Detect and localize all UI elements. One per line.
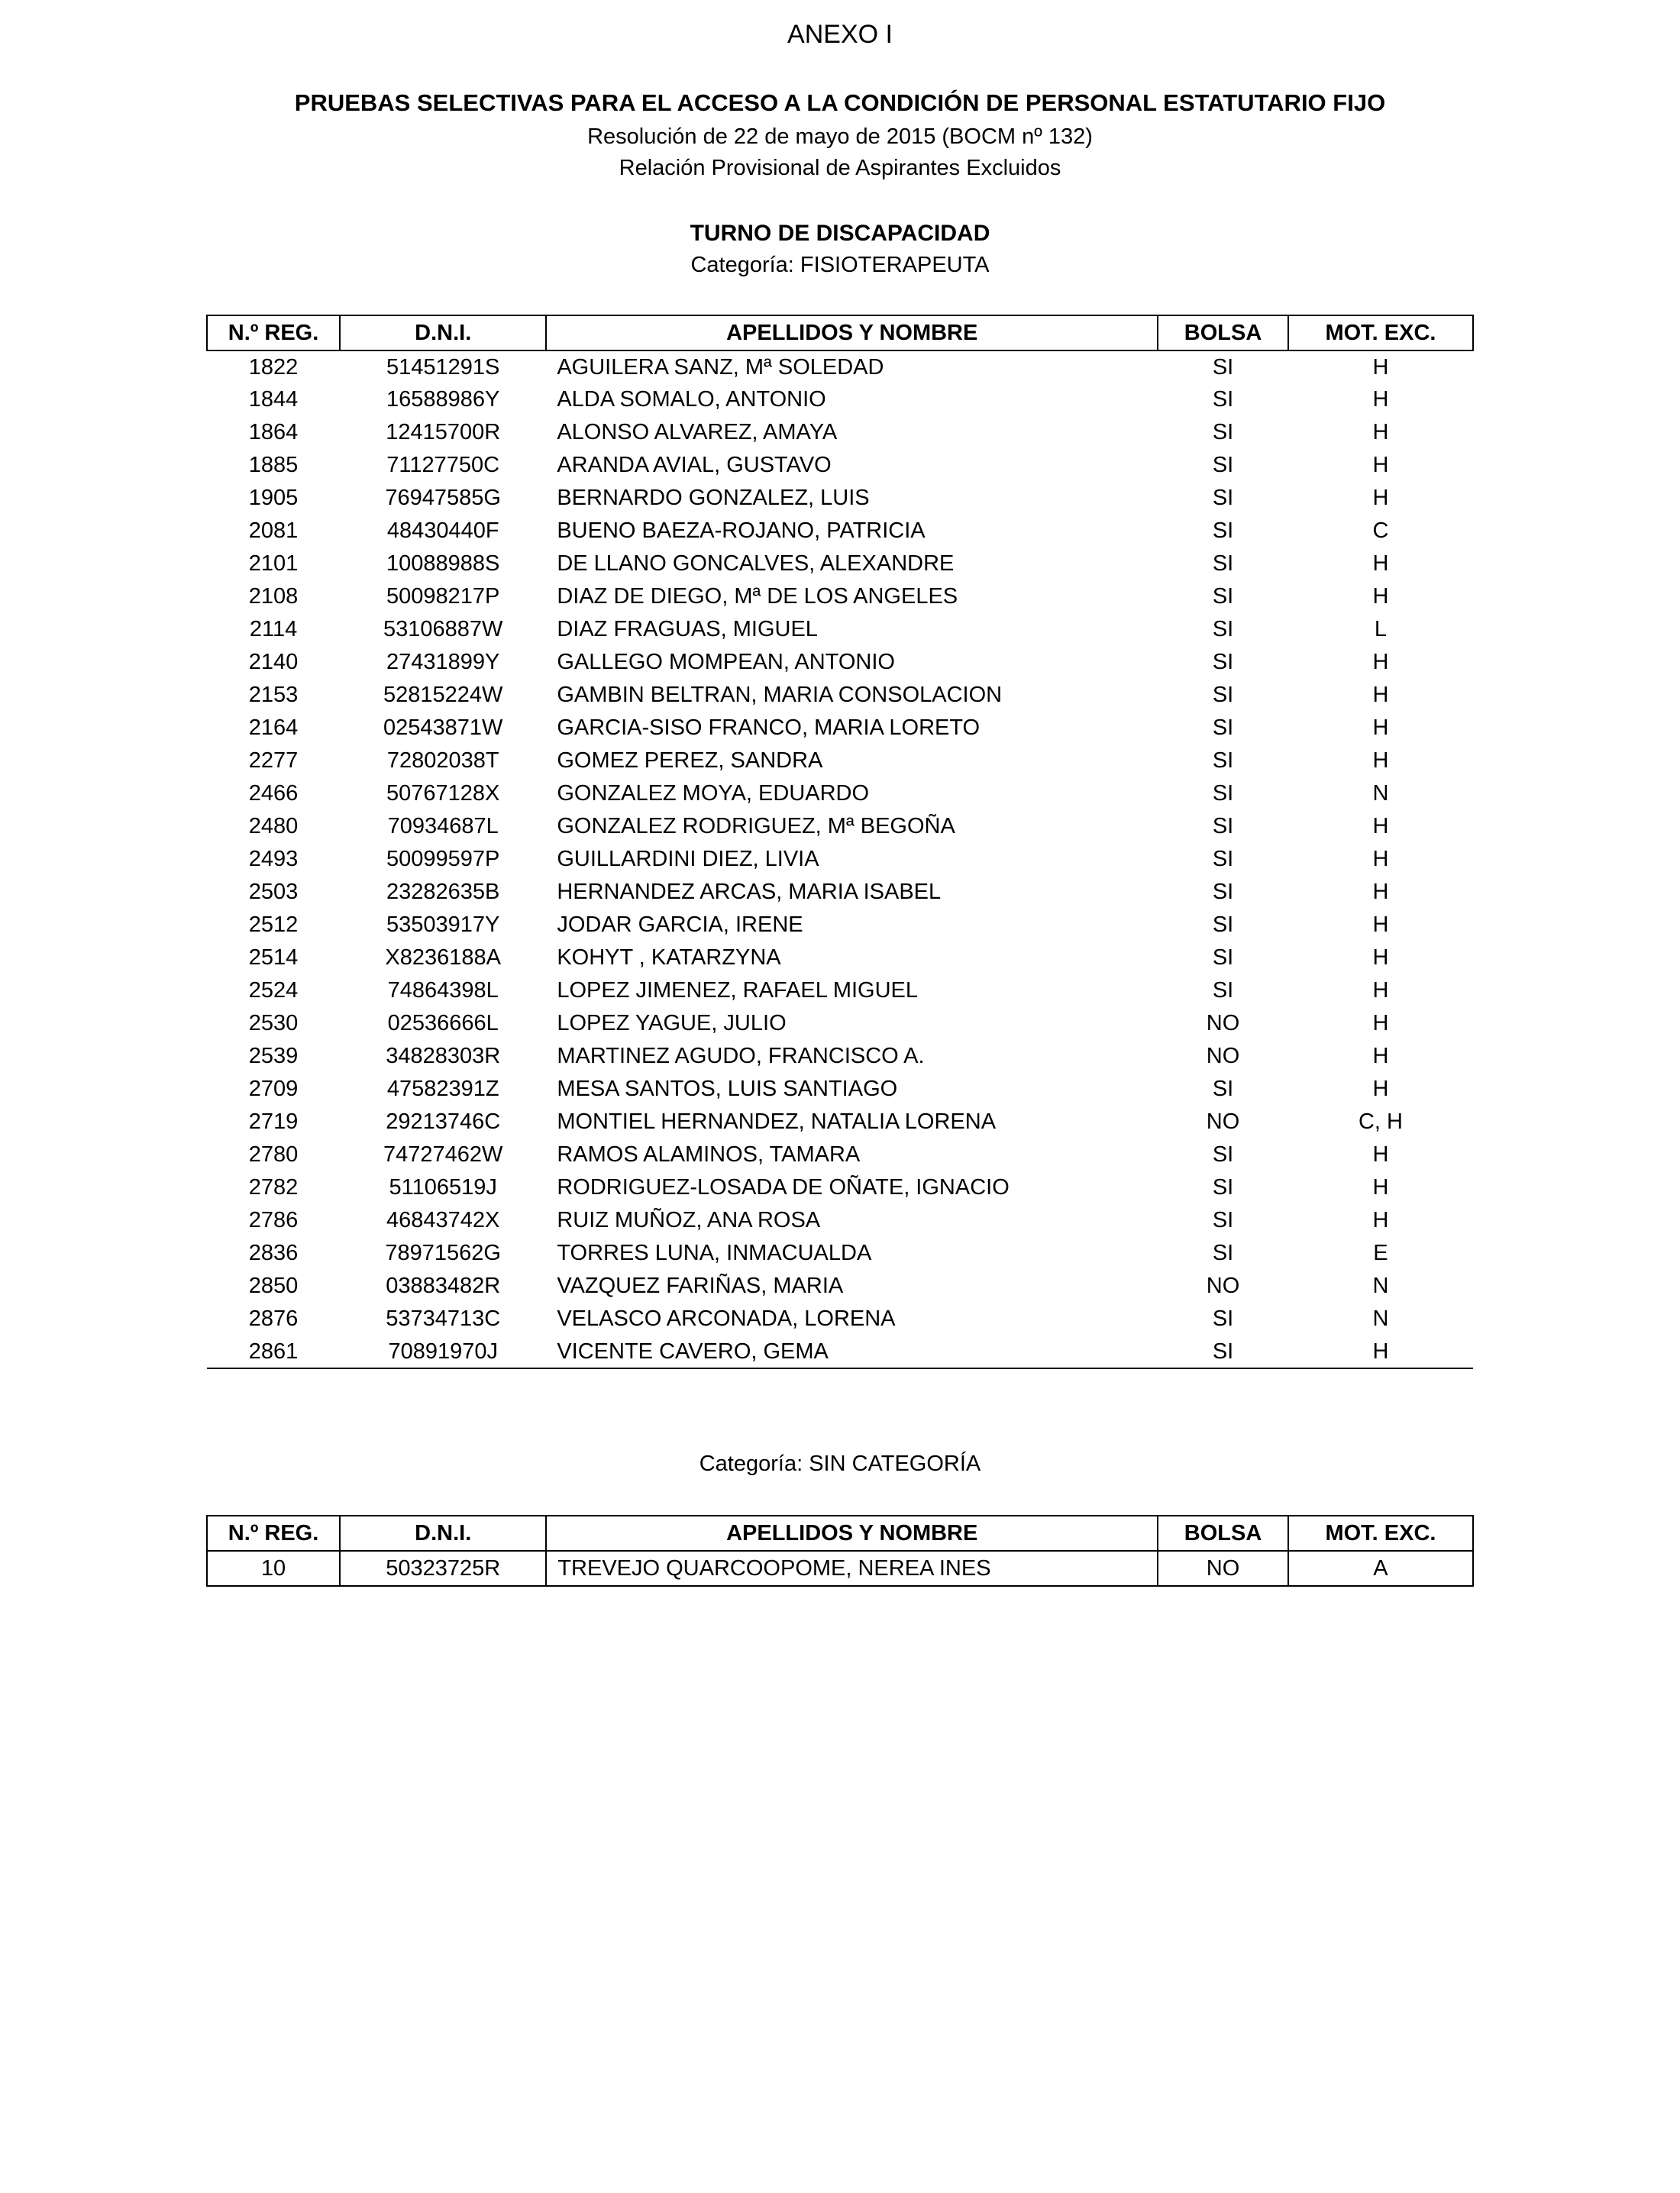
column-header-dni: D.N.I. [340,1516,546,1551]
cell-bolsa: SI [1212,354,1234,379]
cell-reg: 2114 [249,617,298,641]
cell-reg: 2512 [248,912,299,937]
cell-motexc: H [1372,387,1389,412]
cell-motexc: H [1372,1175,1389,1200]
cell-dni: 34828303R [386,1044,501,1068]
cell-name: LOPEZ JIMENEZ, RAFAEL MIGUEL [557,978,919,1003]
table-row [207,941,1473,974]
table-row [207,712,1473,744]
cell-dni: 27431899Y [386,650,500,674]
cell-name: GUILLARDINI DIEZ, LIVIA [557,847,819,871]
cell-motexc: L [1374,617,1388,641]
table-row [207,613,1473,646]
table-row [207,679,1473,712]
cell-dni: 46843742X [386,1208,500,1232]
cell-bolsa: NO [1206,1044,1240,1068]
cell-dni: 51451291S [386,354,500,379]
column-header-dni: D.N.I. [340,315,546,350]
cell-dni: 23282635B [386,880,500,904]
cell-motexc: H [1372,584,1389,609]
table-row [207,1270,1473,1303]
cell-reg: 2836 [248,1241,299,1265]
cell-name: RUIZ MUÑOZ, ANA ROSA [557,1208,821,1232]
table-sin-categoria [206,1515,1474,1587]
table-row [207,350,1473,383]
cell-name: HERNANDEZ ARCAS, MARIA ISABEL [557,880,942,904]
table-row [207,876,1473,909]
cell-bolsa: SI [1212,1306,1234,1331]
cell-dni: 29213746C [386,1109,501,1134]
cell-reg: 2493 [248,847,299,871]
table-row [207,1138,1473,1171]
cell-bolsa: SI [1212,847,1234,871]
cell-motexc: N [1372,1274,1389,1298]
cell-bolsa: SI [1212,486,1234,510]
cell-name: DE LLANO GONCALVES, ALEXANDRE [557,551,955,576]
table-row [207,515,1473,547]
cell-reg: 2780 [248,1142,299,1167]
cell-reg: 1864 [248,420,299,444]
cell-dni: 03883482R [386,1274,501,1298]
cell-name: ARANDA AVIAL, GUSTAVO [557,453,832,477]
cell-reg: 2861 [248,1339,299,1364]
cell-bolsa: SI [1212,1142,1234,1167]
cell-reg: 2514 [248,945,299,970]
cell-reg: 10 [207,1551,340,1586]
cell-dni: 02536666L [387,1011,499,1035]
cell-reg: 2850 [248,1274,299,1298]
cell-motexc: C [1372,518,1389,543]
cell-motexc: H [1372,354,1389,379]
table-row [207,383,1473,416]
cell-bolsa: SI [1212,551,1234,576]
cell-motexc: N [1372,1306,1389,1331]
column-header-motexc: MOT. EXC. [1288,1516,1473,1551]
section-title: TURNO DE DISCAPACIDAD [690,221,990,246]
cell-name: AGUILERA SANZ, Mª SOLEDAD [557,354,884,379]
cell-bolsa: SI [1212,1175,1234,1200]
cell-name: GONZALEZ RODRIGUEZ, Mª BEGOÑA [557,814,955,838]
cell-name: VELASCO ARCONADA, LORENA [557,1306,896,1331]
cell-dni: 70934687L [387,814,499,838]
cell-bolsa: SI [1212,683,1234,707]
table-fisioterapeuta-wrapper [206,315,1474,1369]
cell-dni: 48430440F [386,518,499,543]
cell-dni: 71127750C [386,453,500,477]
cell-dni: 72802038T [386,748,499,773]
cell-reg: 2503 [248,880,299,904]
cell-motexc: H [1372,978,1389,1003]
cell-name: GOMEZ PEREZ, SANDRA [557,748,823,773]
cell-reg: 2108 [248,584,299,609]
cell-bolsa: SI [1212,1241,1234,1265]
cell-reg: 2782 [248,1175,299,1200]
cell-reg: 2140 [248,650,299,674]
page-title: ANEXO I [787,20,893,49]
cell-bolsa: SI [1212,814,1234,838]
column-header-name: APELLIDOS Y NOMBRE [546,315,1158,350]
cell-name: TREVEJO QUARCOOPOME, NEREA INES [546,1551,1158,1586]
table-row [207,646,1473,679]
table-row [207,843,1473,876]
cell-reg: 2786 [248,1208,299,1232]
cell-reg: 2719 [248,1109,299,1134]
cell-motexc: H [1372,715,1389,740]
cell-name: GONZALEZ MOYA, EDUARDO [557,781,870,806]
cell-name: VAZQUEZ FARIÑAS, MARIA [557,1274,844,1298]
cell-dni: 52815224W [383,683,503,707]
cell-dni: 12415700R [386,420,501,444]
table-row [207,1237,1473,1270]
table-header-row [207,315,1473,350]
cell-name: LOPEZ YAGUE, JULIO [557,1011,787,1035]
category-sin-categoria: Categoría: SIN CATEGORÍA [699,1452,981,1476]
cell-name: MONTIEL HERNANDEZ, NATALIA LORENA [557,1109,997,1134]
cell-name: ALONSO ALVAREZ, AMAYA [557,420,838,444]
cell-bolsa: SI [1212,912,1234,937]
column-header-reg: N.º REG. [207,1516,340,1551]
cell-dni: 16588986Y [386,387,500,412]
cell-bolsa: NO [1206,1011,1240,1035]
cell-dni: 53734713C [386,1306,501,1331]
cell-name: ALDA SOMALO, ANTONIO [557,387,826,412]
cell-bolsa: SI [1212,453,1234,477]
cell-name: TORRES LUNA, INMACUALDA [557,1241,872,1265]
cell-dni: 51106519J [389,1175,497,1200]
table-row [207,1007,1473,1040]
cell-bolsa: SI [1212,584,1234,609]
cell-name: VICENTE CAVERO, GEMA [557,1339,829,1364]
cell-name: GAMBIN BELTRAN, MARIA CONSOLACION [557,683,1003,707]
cell-reg: 2153 [248,683,299,707]
cell-motexc: H [1372,420,1389,444]
cell-bolsa: SI [1212,1208,1234,1232]
cell-name: BUENO BAEZA-ROJANO, PATRICIA [557,518,926,543]
table-row [207,810,1473,843]
cell-motexc: H [1372,945,1389,970]
cell-bolsa: SI [1212,748,1234,773]
cell-reg: 2480 [248,814,299,838]
cell-bolsa: SI [1212,518,1234,543]
cell-reg: 2876 [248,1306,299,1331]
cell-bolsa: SI [1212,1077,1234,1101]
cell-motexc: H [1372,847,1389,871]
cell-name: GALLEGO MOMPEAN, ANTONIO [557,650,895,674]
column-header-name: APELLIDOS Y NOMBRE [546,1516,1158,1551]
cell-motexc: N [1372,781,1389,806]
table-row [207,1073,1473,1106]
cell-bolsa: NO [1206,1274,1240,1298]
table-row [207,777,1473,810]
cell-motexc: H [1372,650,1389,674]
table-fisioterapeuta [206,315,1474,1369]
category-fisioterapeuta: Categoría: FISIOTERAPEUTA [690,253,990,277]
cell-motexc: H [1372,814,1389,838]
cell-reg: 2101 [248,551,299,576]
column-header-reg: N.º REG. [207,315,340,350]
cell-bolsa: SI [1212,978,1234,1003]
cell-name: DIAZ FRAGUAS, MIGUEL [557,617,818,641]
cell-motexc: H [1372,1044,1389,1068]
cell-dni: 78971562G [385,1241,501,1265]
cell-dni: 50098217P [386,584,500,609]
cell-motexc: H [1372,1208,1389,1232]
cell-motexc: C, H [1358,1109,1403,1134]
cell-reg: 2524 [248,978,299,1003]
cell-name: JODAR GARCIA, IRENE [557,912,803,937]
table-body [207,350,1473,1368]
cell-bolsa: SI [1212,945,1234,970]
table-row [207,1551,1473,1586]
table-row [207,449,1473,482]
cell-name: KOHYT , KATARZYNA [557,945,781,970]
cell-reg: 2530 [248,1011,299,1035]
cell-motexc: H [1372,880,1389,904]
cell-dni: 53106887W [383,617,503,641]
cell-motexc: A [1288,1551,1473,1586]
table-row [207,1303,1473,1336]
cell-name: GARCIA-SISO FRANCO, MARIA LORETO [557,715,981,740]
cell-dni: 50323725R [340,1551,546,1586]
cell-bolsa: SI [1212,617,1234,641]
cell-reg: 2539 [248,1044,299,1068]
cell-motexc: H [1372,1011,1389,1035]
cell-dni: 76947585G [385,486,501,510]
cell-motexc: H [1372,1339,1389,1364]
cell-dni: 10088988S [386,551,500,576]
column-header-bolsa: BOLSA [1158,315,1288,350]
cell-bolsa: SI [1212,880,1234,904]
table-row [207,547,1473,580]
cell-bolsa: SI [1212,1339,1234,1364]
cell-bolsa: SI [1212,781,1234,806]
table-row [207,1336,1473,1368]
cell-reg: 1885 [248,453,299,477]
cell-motexc: H [1372,486,1389,510]
table-row [207,909,1473,941]
relation-line: Relación Provisional de Aspirantes Excluidos [619,156,1061,180]
table-row [207,744,1473,777]
cell-dni: 50767128X [386,781,500,806]
table-row [207,974,1473,1007]
cell-dni: 50099597P [386,847,500,871]
table-row [207,482,1473,515]
table-header-row [207,1516,1473,1551]
table-row [207,1106,1473,1138]
cell-motexc: H [1372,748,1389,773]
main-heading: PRUEBAS SELECTIVAS PARA EL ACCESO A LA CONDICIÓN DE PERSONAL ESTATUTARIO FIJO [294,89,1386,116]
cell-reg: 2277 [248,748,299,773]
cell-name: BERNARDO GONZALEZ, LUIS [557,486,870,510]
cell-name: RODRIGUEZ-LOSADA DE OÑATE, IGNACIO [557,1175,1010,1200]
cell-bolsa: SI [1212,650,1234,674]
cell-dni: 02543871W [383,715,503,740]
cell-motexc: H [1372,551,1389,576]
column-header-motexc: MOT. EXC. [1288,315,1473,350]
cell-motexc: E [1373,1241,1388,1265]
cell-dni: 74727462W [383,1142,503,1167]
cell-reg: 2466 [248,781,299,806]
cell-bolsa: NO [1206,1109,1240,1134]
cell-bolsa: SI [1212,715,1234,740]
cell-name: MESA SANTOS, LUIS SANTIAGO [557,1077,898,1101]
cell-bolsa: SI [1212,387,1234,412]
table-row [207,580,1473,613]
cell-reg: 2081 [248,518,299,543]
cell-reg: 2709 [248,1077,299,1101]
table-body [207,1551,1473,1586]
table-row [207,416,1473,449]
cell-dni: 74864398L [387,978,499,1003]
cell-motexc: H [1372,453,1389,477]
cell-reg: 1844 [248,387,299,412]
cell-name: MARTINEZ AGUDO, FRANCISCO A. [557,1044,925,1068]
cell-dni: 70891970J [388,1339,498,1364]
cell-bolsa: NO [1158,1551,1288,1586]
table-row [207,1204,1473,1237]
cell-dni: 47582391Z [386,1077,499,1101]
cell-name: RAMOS ALAMINOS, TAMARA [557,1142,861,1167]
column-header-bolsa: BOLSA [1158,1516,1288,1551]
resolution-line: Resolución de 22 de mayo de 2015 (BOCM nº 132) [587,124,1093,149]
cell-reg: 1822 [248,354,299,379]
cell-reg: 1905 [248,486,299,510]
document-page [206,0,1474,1587]
cell-motexc: H [1372,912,1389,937]
cell-bolsa: SI [1212,420,1234,444]
cell-motexc: H [1372,1077,1389,1101]
cell-motexc: H [1372,1142,1389,1167]
table-sin-categoria-wrapper [206,1515,1474,1587]
cell-dni: 53503917Y [386,912,500,937]
cell-name: DIAZ DE DIEGO, Mª DE LOS ANGELES [557,584,958,609]
cell-dni: X8236188A [385,945,501,970]
cell-motexc: H [1372,683,1389,707]
table-row [207,1040,1473,1073]
cell-reg: 2164 [248,715,299,740]
table-row [207,1171,1473,1204]
